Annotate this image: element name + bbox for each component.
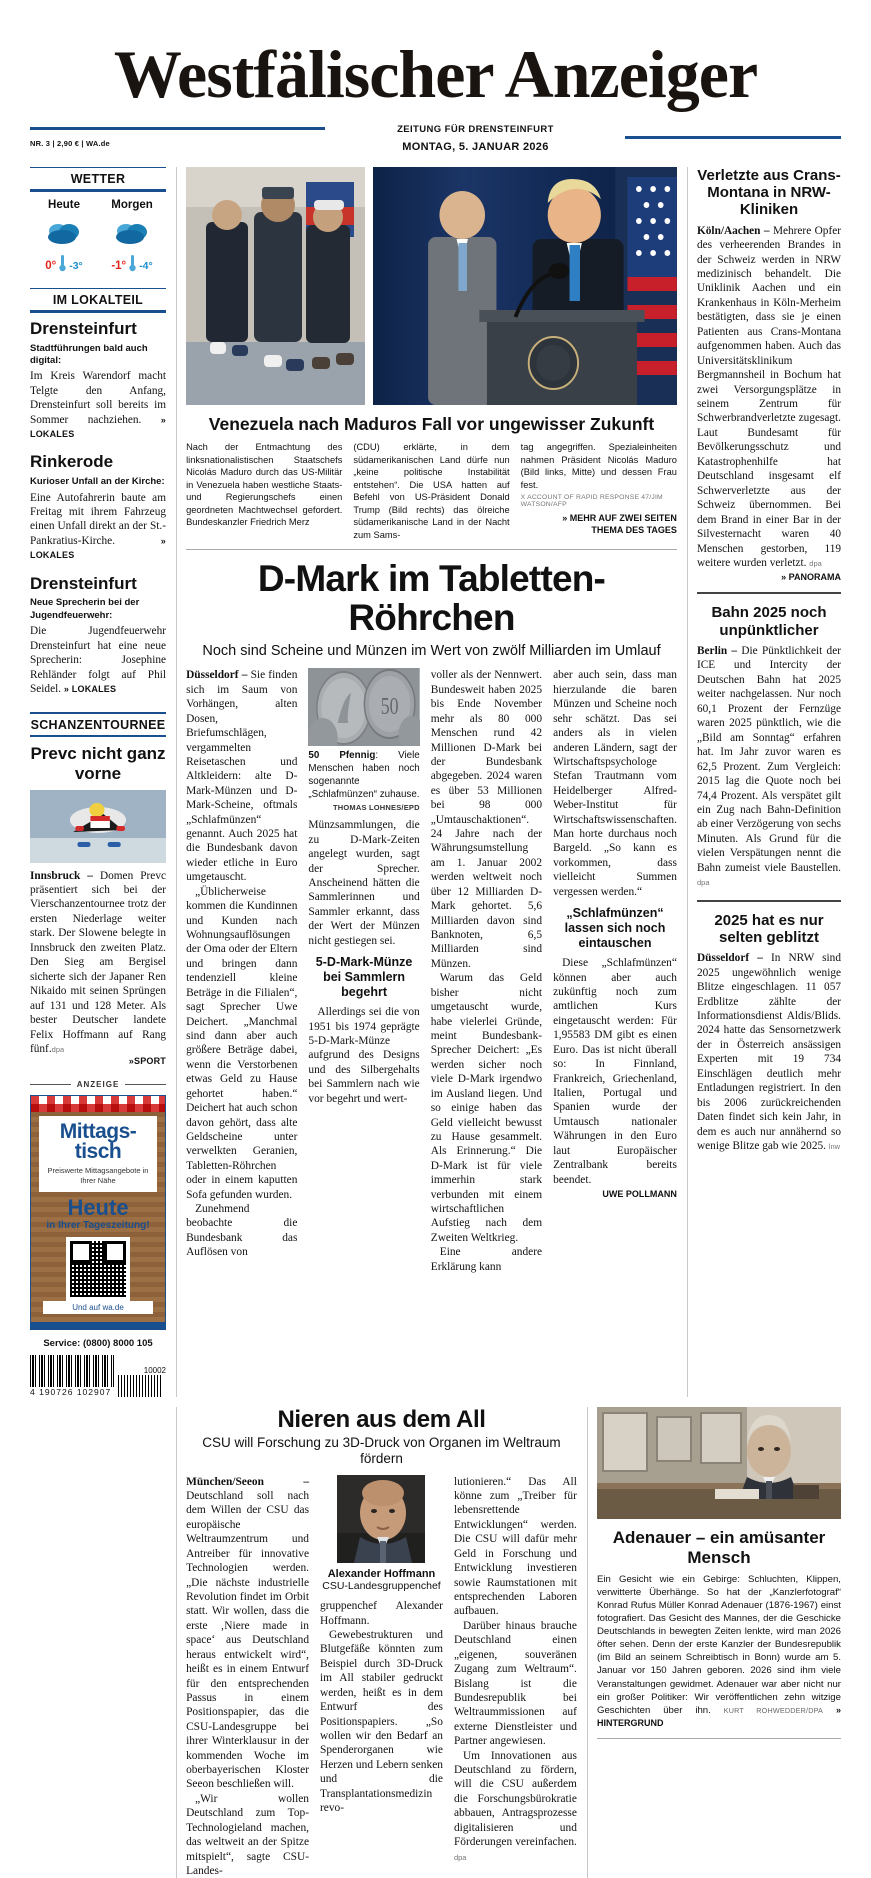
weather-widget	[30, 167, 166, 272]
ad-subtitle: Preiswerte Mittagsangebote in Ihrer Nähe	[43, 1166, 153, 1185]
lead-headline[interactable]: Venezuela nach Maduros Fall vor ungewisser Zukunft	[186, 414, 677, 434]
ad-checker-pattern	[31, 1096, 165, 1112]
ad-blue-bar	[31, 1322, 165, 1329]
nieren-col-3	[454, 1475, 577, 1878]
blitze-body: In NRW sind 2025 ungewöhnlich wenige Blitze eingeschlagen. 11 057 Erdblitze zählte der Informationsdienst Aldis/Blids. 2024 hatte das Sensornetzwerk der in Österreich ansässigen Experten mit 19 734 Einschlägen deutlich mehr Entladungen registriert. In den bis 2006 zurückreichenden Daten findet sich kein Jahr, in dem es auch nur annähernd so wenige Blitze gab wie 2025.	[697, 952, 841, 1152]
dmark-p6: voller als der Nennwert. Bundesweit haben 2025 bis Ende November mehr als 80 000 Menschen rund 42 Millionen D-Mark bei der Bundesbank abgegeben. 2024 waren es über 53 Millionen bei 98 000 „Umtauschaktionen“. 24 Jahre nach der Währungsumstellung am 1. Januar 2002 werden weltweit noch über 12 Milliarden D-Mark gehortet. 5,6 Milliarden davon sind Banknoten, 6,5 Milliarden sind Münzen.	[431, 668, 542, 971]
lokalteil-kicker: Kurioser Unfall an der Kirche:	[30, 476, 166, 488]
adenauer-headline[interactable]: Adenauer – ein amüsanter Mensch	[597, 1528, 841, 1567]
lokalteil-rule	[30, 310, 166, 313]
dmark-col2-text2	[308, 1005, 419, 1106]
dmark-headline[interactable]: D-Mark im Tabletten-Röhrchen	[186, 560, 677, 638]
dmark-dateline: Düsseldorf –	[186, 669, 247, 681]
crans-agency: dpa	[809, 559, 822, 568]
mittagstisch-ad[interactable]	[30, 1095, 166, 1330]
coin-caption	[308, 750, 419, 801]
main-grid	[30, 167, 841, 1397]
svg-text:50: 50	[381, 693, 399, 720]
nieren-subhead: CSU will Forschung zu 3D-Druck von Organen im Weltraum fördern	[186, 1435, 577, 1467]
masthead-subtitle: ZEITUNG FÜR DRENSTEINFURT	[325, 123, 625, 137]
schanzen-section-title: SCHANZENTOURNEE	[30, 718, 166, 735]
anzeige-label: ANZEIGE	[77, 1080, 120, 1089]
lead-ref[interactable]	[521, 512, 677, 536]
ski-jumper-photo	[30, 790, 166, 863]
dmark-p9: aber auch sein, dass man hierzulande die baren Münzen und Scheine noch sehr schätzt. Das sei anders als in vielen anderen Ländern, sagt der Wirtschaftspsychologe Stefan Trautmann vom Heidelberger Alfred-Weber-Institut für Wirtschaftswissenschaften. Man horte durchaus noch Bargeld. „So kann es vorkommen, dass vielleicht Summen vergessen werden.“	[553, 668, 677, 899]
page-title: Westfälischer Anzeiger	[30, 42, 841, 107]
dmark-p1-body: Sie finden sich im Saum von Vorhängen, alten Dosen, Briefumschlägen, vergammelten Reisetaschen und Altkleidern: alte D-Mark-Münzen und D-Mark-Scheine, oftmals „Schlafmünzen“ genannt. Auch 2025 hat die Bundesbank davon wieder etliche in Euro umgetauscht.	[186, 669, 297, 883]
lead-caption-columns	[186, 441, 677, 541]
lokalteil-item[interactable]	[30, 453, 166, 562]
masthead-center	[325, 123, 625, 153]
lead-caption-col	[353, 441, 509, 541]
ad-heute-sub: in Ihrer Tageszeitung!	[37, 1220, 159, 1231]
lokalteil-place: Drensteinfurt	[30, 575, 166, 594]
masthead-date: MONTAG, 5. JANUAR 2026	[325, 141, 625, 153]
lokalteil-text-body: Eine Autofahrerin baute am Freitag mit ihrem Fahrzeug einen Unfall direkt an der St.-Pankratius-Kirche.	[30, 492, 166, 547]
weather-day-label: Heute	[33, 199, 95, 211]
bottom-section	[30, 1407, 841, 1878]
schanzen-ref[interactable]: »SPORT	[30, 1056, 166, 1066]
coin-photo	[308, 668, 419, 746]
weather-day	[101, 199, 163, 272]
nieren-p1	[186, 1475, 309, 1792]
right-sidebar	[687, 167, 841, 1397]
lead-caption-text: tag angegriffen. Spezialeinheiten nahmen Präsident Nicolás Maduro (Bild links, Mitte) und dessen Frau fest.	[521, 441, 677, 491]
lokalteil-text	[30, 624, 166, 696]
lead-caption-text: Nach der Entmachtung des linksnationalistischen Staatschefs Nicolás Maduro durch das US-Militär in Venezuela haben westliche Staats- und Regierungschefs einen geordneten Machtwechsel gefordert. Bundeskanzler Friedrich Merz	[186, 441, 342, 529]
dmark-p4: Münzsammlungen, die zu D-Mark-Zeiten angelegt wurden, sagt der Sprecher. Anscheinend hätten die Sammlerinnen und Sammler erkannt, dass der Wert der Münzen nicht gestiegen sei.	[308, 818, 419, 948]
weather-day	[33, 199, 95, 272]
barcode-small-number: 10002	[118, 1366, 166, 1375]
nieren-p1-body: Deutschland soll nach dem Willen der CSU das europäische Weltraumzentrum und Antreiber für innovative Technologien werden. „Die nächste industrielle Revolution findet im Orbit statt. Wir wollen, dass die erste ‚Niere made in space‘ aus Deutschland heraus entwickelt wird“, heißt es in einem Entwurf für den entsprechenden Passus in einem Positionspapier, das die CSU-Landesgruppe bei ihrer Winterklausur in der kommenden Woche im oberbayerischen Kloster Seeon beschließen will.	[186, 1490, 309, 1790]
alexander-hoffmann-portrait	[337, 1475, 425, 1563]
weather-section-title: WETTER	[30, 172, 166, 189]
trump-podium-photo	[373, 167, 677, 405]
weather-days	[30, 199, 166, 272]
nieren-p2: „Wir wollen Deutschland zum Top-Technologieland machen, das weltweit an der Spitze mitspielt“, sagte CSU-Landes-	[186, 1792, 309, 1878]
dmark-p1	[186, 668, 297, 884]
lead-photo-credit: X ACCOUNT OF RAPID RESPONSE 47/JIM WATSON/AFP	[521, 494, 677, 508]
bahn-body: Die Pünktlichkeit der ICE und Intercity der Deutschen Bahn hat 2025 weiter nachgelassen. Nur noch 60,1 Prozent der Fernzüge waren 2025 pünktlich, wie die „Bild am Sonntag“ erfahren hat. Im Jahr zuvor waren es 62,5 Prozent. Zum Vergleich: 2015 lag die Quote noch bei 74,4 Prozent. Als verspätet gilt ein Zug nach Bahn-Definition ab einer Verzögerung von sechs Minuten. Als Grund für die vielen Verspätungen nennt die Bahn zumeist viele Baustellen.	[697, 645, 841, 874]
coin-credit: THOMAS LOHNES/EPD	[308, 803, 419, 812]
barcode-area	[30, 1355, 166, 1397]
schanzen-agency: dpa	[52, 1045, 65, 1054]
lead-photo-row	[186, 167, 677, 405]
nieren-col-1	[186, 1475, 309, 1878]
schanzen-headline: Prevc nicht ganz vorne	[30, 744, 166, 783]
weather-high: 0°	[45, 260, 56, 272]
thermometer-icon	[58, 254, 67, 272]
cloud-icon	[101, 217, 163, 251]
blitze-headline: 2025 hat es nur selten geblitzt	[697, 912, 841, 947]
ad-wood-background	[31, 1112, 165, 1322]
ad-title-panel	[39, 1116, 157, 1192]
weather-rule	[30, 189, 166, 192]
dmark-col4-text2	[553, 956, 677, 1187]
dmark-p8: Eine andere Erklärung kann	[431, 1245, 542, 1274]
dmark-p5: Allerdings sei die von 1951 bis 1974 geprägte 5-D-Mark-Münze aufgrund des Designs und des Silbergehalts bei Sammlern nach wie vor begehrt und wert-	[308, 1005, 419, 1106]
maduro-arrest-photo	[186, 167, 365, 405]
nieren-dateline: München/Seeon –	[186, 1476, 309, 1488]
nieren-p7	[454, 1749, 577, 1864]
ad-title-line1: Mittags-	[43, 1122, 153, 1142]
adenauer-body: Ein Gesicht wie ein Gebirge: Schluchten, Klippen, verwitterte Überhänge. So hat der „Kanzlerfotograf“ Konrad Rufus Müller Konrad Adenauer (1876-1967) einst fotografiert. Das Gesicht des Mannes, der die Geschicke Deutschlands in bewegten Zeiten lenkte, wird man 2026 öfter sehen. Denn der erste Kanzler der Bundesrepublik (im Bild an seinem Schreibtisch in Bonn) wurde am 5. Januar vor 150 Jahren geboren. 2026 sind ihm viele Veranstaltungen gewidmet. Adenauer war aber nicht nur ein großer Politiker: Wir veröffentlichen zehn witzige Geschichten über ihn.	[597, 1574, 841, 1715]
nieren-p6: Darüber hinaus brauche Deutschland einen „eigenen, souveränen Zugang zum Weltraum“. Bislang ist die Bundesrepublik bei Weltraummissionen auf externe Dienstleister und Partner angewiesen.	[454, 1619, 577, 1749]
barcode-number: 4 190726 102907	[30, 1387, 114, 1397]
thermometer-icon	[128, 254, 137, 272]
ad-title-line2: tisch	[43, 1142, 153, 1162]
dmark-subhead-3: „Schlafmünzen“ lassen sich noch eintauschen	[553, 906, 677, 951]
crans-headline: Verletzte aus Crans-Montana in NRW-Kliniken	[697, 167, 841, 219]
dmark-subhead: Noch sind Scheine und Münzen im Wert von zwölf Milliarden im Umlauf	[186, 643, 677, 660]
coin-caption-text: : Viele Menschen haben noch sogenannte „Schlafmünzen“ zuhause.	[308, 750, 419, 799]
lokalteil-widget	[30, 288, 166, 697]
lokalteil-rule-top	[30, 288, 166, 290]
adenauer-text	[597, 1573, 841, 1730]
dmark-byline: UWE POLLMANN	[553, 1189, 677, 1199]
issue-info: NR. 3 | 2,90 € | WA.de	[30, 139, 325, 148]
weather-temps	[101, 254, 163, 272]
crans-dateline: Köln/Aachen –	[697, 225, 770, 237]
lead-caption-text: (CDU) erklärte, in dem südamerikanischen Land dürfe nun „keine politische Instabilität entstehen“. Die USA hatten auf Befehl von US-Präsident Donald Trump (Bild rechts) das ölreiche südamerikanische Land in der Nacht zum Sams-	[353, 441, 509, 541]
left-sidebar	[30, 167, 176, 1397]
crans-body: Mehrere Opfer des verheerenden Brandes in der Schweiz werden in NRW medizinisch behandelt. Die Uniklinik Aachen und ein Krankenhaus in Köln-Merheim bestätigten, dass sie je einen Patienten aus Crans-Montana aufgenommen haben. Auch das Universitätsklinikum Bergmannsheil in Bochum hat zwei Versorgungsplätze in seinem Zentrum für Schwerbrandverletzte zugesagt. Laut Bundesamt für Bevölkerungsschutz und Katastrophenhilfe hat Deutschland insgesamt elf Schwerverletzte aus der Schweiz übernommen. Bei dem Brand in einer Bar in der Silvesternacht waren 40 Menschen gestorben, 119 weitere wurden verletzt.	[697, 225, 841, 569]
lokalteil-ref[interactable]: » LOKALES	[30, 415, 166, 439]
weather-high: -1°	[111, 260, 126, 272]
article-bahn[interactable]	[697, 604, 841, 889]
article-crans-montana[interactable]	[697, 167, 841, 583]
blitze-dateline: Düsseldorf –	[697, 952, 763, 964]
cloud-icon	[33, 217, 95, 251]
nieren-p5: lutionieren.“ Das All könne zum „Treiber für lebensrettende Entwicklungen“ werden. Die CSU will dafür mehr Geld in Forschung und Entwicklung investieren sowie Raumstationen mit entsprechenden Laboren aufbauen.	[454, 1475, 577, 1619]
blitze-text	[697, 951, 841, 1153]
dmark-col2-text	[308, 818, 419, 948]
dmark-col4-text	[553, 668, 677, 899]
lokalteil-item[interactable]	[30, 575, 166, 697]
divider-line-left	[30, 1084, 71, 1085]
blitze-agency: lnw	[829, 1142, 840, 1151]
lokalteil-item[interactable]	[30, 320, 166, 442]
dmark-columns	[186, 668, 677, 1274]
lokalteil-kicker: Neue Sprecherin bei der Jugendfeuerwehr:	[30, 597, 166, 622]
bahn-headline: Bahn 2025 noch unpünktlicher	[697, 604, 841, 639]
article-blitze[interactable]	[697, 912, 841, 1154]
barcode-small-wrap	[118, 1366, 166, 1397]
adenauer-credit: KURT ROHWEDDER/DPA	[724, 1706, 823, 1715]
nieren-columns	[186, 1475, 577, 1878]
nieren-col3-text	[454, 1475, 577, 1864]
lead-caption-col	[186, 441, 342, 541]
schanzentournee-widget	[30, 712, 166, 1066]
lokalteil-text-body: Im Kreis Warendorf macht Telgte den Anfang, Drensteinfurt soll bereits im Sommer nachziehen.	[30, 370, 166, 425]
lokalteil-ref[interactable]: » LOKALES	[64, 684, 116, 694]
nieren-headline[interactable]: Nieren aus dem All	[186, 1407, 577, 1432]
right-divider-2	[697, 900, 841, 902]
schanzen-rule-top	[30, 712, 166, 714]
dmark-p10: Diese „Schlafmünzen“ können aber auch zukünftig noch zum amtlichen Kurs eingetauscht werden: Für 1,95583 DM gibt es einen Euro. Das ist nicht überall so: In Finnland, Frankreich, Griechenland, Italien, Portugal und Spanien wurde der Umtausch nationaler Währungen in den Euro laut Europäischer Zentralbank bereits beendet.	[553, 956, 677, 1187]
portrait-role: CSU-Landesgruppenchef	[320, 1580, 443, 1593]
dmark-p3: Zunehmend beobachte die Bundesbank das Auflösen von	[186, 1202, 297, 1260]
lokalteil-section-title: IM LOKALTEIL	[30, 293, 166, 310]
bahn-dateline: Berlin –	[697, 645, 737, 657]
barcode-icon	[30, 1355, 114, 1387]
nieren-p3: gruppenchef Alexander Hoffmann.	[320, 1599, 443, 1628]
masthead-rule-right	[625, 136, 841, 139]
bahn-agency: dpa	[697, 878, 710, 887]
lead-caption-col	[521, 441, 677, 541]
masthead-left	[30, 127, 325, 148]
dmark-p7: Warum das Geld bisher nicht umgetauscht wurde, habe vielerlei Gründe, meint Bundesbank-Sprecher Deichert: „Es werden sicher noch viele D-Mark irgendwo im Ausland liegen. Und so einige haben das Geld vielleicht bewusst zu Hause gesammelt. Als Erinnerung.“ Die D-Mark ist für viele immerhin stark verbunden mit einem wirtschaftlichen Aufstieg nach dem Zweiten Weltkrieg.	[431, 971, 542, 1245]
bottom-left-spacer	[30, 1407, 176, 1878]
masthead	[30, 0, 841, 153]
dmark-col-3	[431, 668, 542, 1274]
right-divider-1	[697, 592, 841, 594]
coin-caption-bold: 50 Pfennig	[308, 750, 375, 761]
lokalteil-text	[30, 369, 166, 441]
nieren-agency: dpa	[454, 1853, 467, 1862]
ad-heute-label: Heute	[37, 1197, 159, 1219]
adenauer-bottom-rule	[597, 1738, 841, 1739]
lokalteil-text-body: Die Jugendfeuerwehr Drensteinfurt hat eine neue Sprecherin: Josephine Rehländer folgt auf Phil Seidel.	[30, 625, 166, 695]
nieren-p7-body: Um Innovationen aus Deutschland zu fördern, will die CSU außerdem die Forschungsbürokratie abbauen, Antragsprozesse digitalisieren und Förderungen vereinfachen.	[454, 1750, 577, 1849]
lokalteil-place: Drensteinfurt	[30, 320, 166, 339]
lead-ref-line2: THEMA DES TAGES	[591, 525, 677, 535]
barcode-small-icon	[118, 1375, 162, 1397]
weather-low: -4°	[139, 260, 153, 272]
portrait-name: Alexander Hoffmann	[320, 1568, 443, 1580]
dmark-col1-text	[186, 668, 297, 1259]
nieren-col1-text	[186, 1475, 309, 1878]
dmark-col3-text	[431, 668, 542, 1274]
dmark-subhead-2: 5-D-Mark-Münze bei Sammlern begehrt	[308, 955, 419, 1000]
schanzen-body: Domen Prevc präsentiert sich bei der Vierschanzentournee trotz der ersten Niederlage weiter stark. Der Slowene belegte in Innsbruck den zweiten Platz. Den Sieg am Bergisel sicherte sich der Japaner Ren Nikaido mit seinen Sprüngen auf 131 und 128 Meter. Als bester Deutscher landete Felix Hoffmann auf Rang fünf.	[30, 870, 166, 1055]
rule-below-lead	[186, 549, 677, 550]
nieren-article	[176, 1407, 587, 1878]
lokalteil-ref[interactable]: » LOKALES	[30, 536, 166, 560]
dmark-col-1	[186, 668, 297, 1274]
weather-low: -3°	[69, 260, 83, 272]
lead-ref-line1: » MEHR AUF ZWEI SEITEN	[562, 513, 677, 523]
ad-qr-label[interactable]: Und auf wa.de	[43, 1301, 153, 1314]
service-phone: Service: (0800) 8000 105	[30, 1338, 166, 1349]
masthead-rule-row	[30, 123, 841, 153]
schanzen-text	[30, 869, 166, 1057]
divider-line-right	[125, 1084, 166, 1085]
barcode-main-wrap	[30, 1355, 114, 1397]
masthead-right	[625, 136, 841, 139]
crans-ref[interactable]: » PANORAMA	[697, 572, 841, 582]
crans-text	[697, 224, 841, 571]
nieren-col-2	[320, 1475, 443, 1878]
dmark-col-4	[553, 668, 677, 1274]
schanzen-dateline: Innsbruck –	[30, 870, 93, 882]
lokalteil-kicker: Stadtführungen bald auch digital:	[30, 343, 166, 368]
bahn-text	[697, 644, 841, 890]
adenauer-article	[587, 1407, 841, 1878]
weather-rule-top	[30, 167, 166, 169]
adenauer-at-desk-photo	[597, 1407, 841, 1519]
nieren-p4: Gewebestrukturen und Blutgefäße könnten zum Beispiel durch 3D-Druck im All stabiler gedruckt werden, heißt es in dem Entwurf des Positionspapiers. „So wollen wir den Bedarf an Spenderorganen wie Herzen und Lebern senken und die Transplantationsmedizin revo-	[320, 1628, 443, 1815]
dmark-p2: „Üblicherweise kommen die Kundinnen und Kunden nach Wohnungsauflösungen der Oma oder der Eltern und bringen dann tendenziell kleine Beträge in die Filialen“, sagt Sprecher Uwe Deichert. „Manchmal sind dann aber auch größere Beträge dabei, wenn die Verstorbenen etwas Geld zu Hause gehortet haben.“ Deichert hat auch schon davon gehört, dass alte Geldscheine unter verwelkten Geranien, Tabletten-Röhrchen oder in einem kaputten Sofa gefunden wurden.	[186, 885, 297, 1202]
masthead-rule-left	[30, 127, 325, 130]
anzeige-divider	[30, 1080, 166, 1089]
schanzen-rule	[30, 735, 166, 738]
lokalteil-text	[30, 491, 166, 563]
lokalteil-place: Rinkerode	[30, 453, 166, 472]
main-content	[176, 167, 687, 1397]
weather-temps	[33, 254, 95, 272]
qr-pattern	[70, 1241, 126, 1297]
nieren-col2-text	[320, 1599, 443, 1815]
weather-day-label: Morgen	[101, 199, 163, 211]
adenauer-ref[interactable]: » HINTERGRUND	[597, 1705, 841, 1728]
dmark-col-2	[308, 668, 419, 1274]
qr-code-icon[interactable]	[66, 1237, 130, 1301]
